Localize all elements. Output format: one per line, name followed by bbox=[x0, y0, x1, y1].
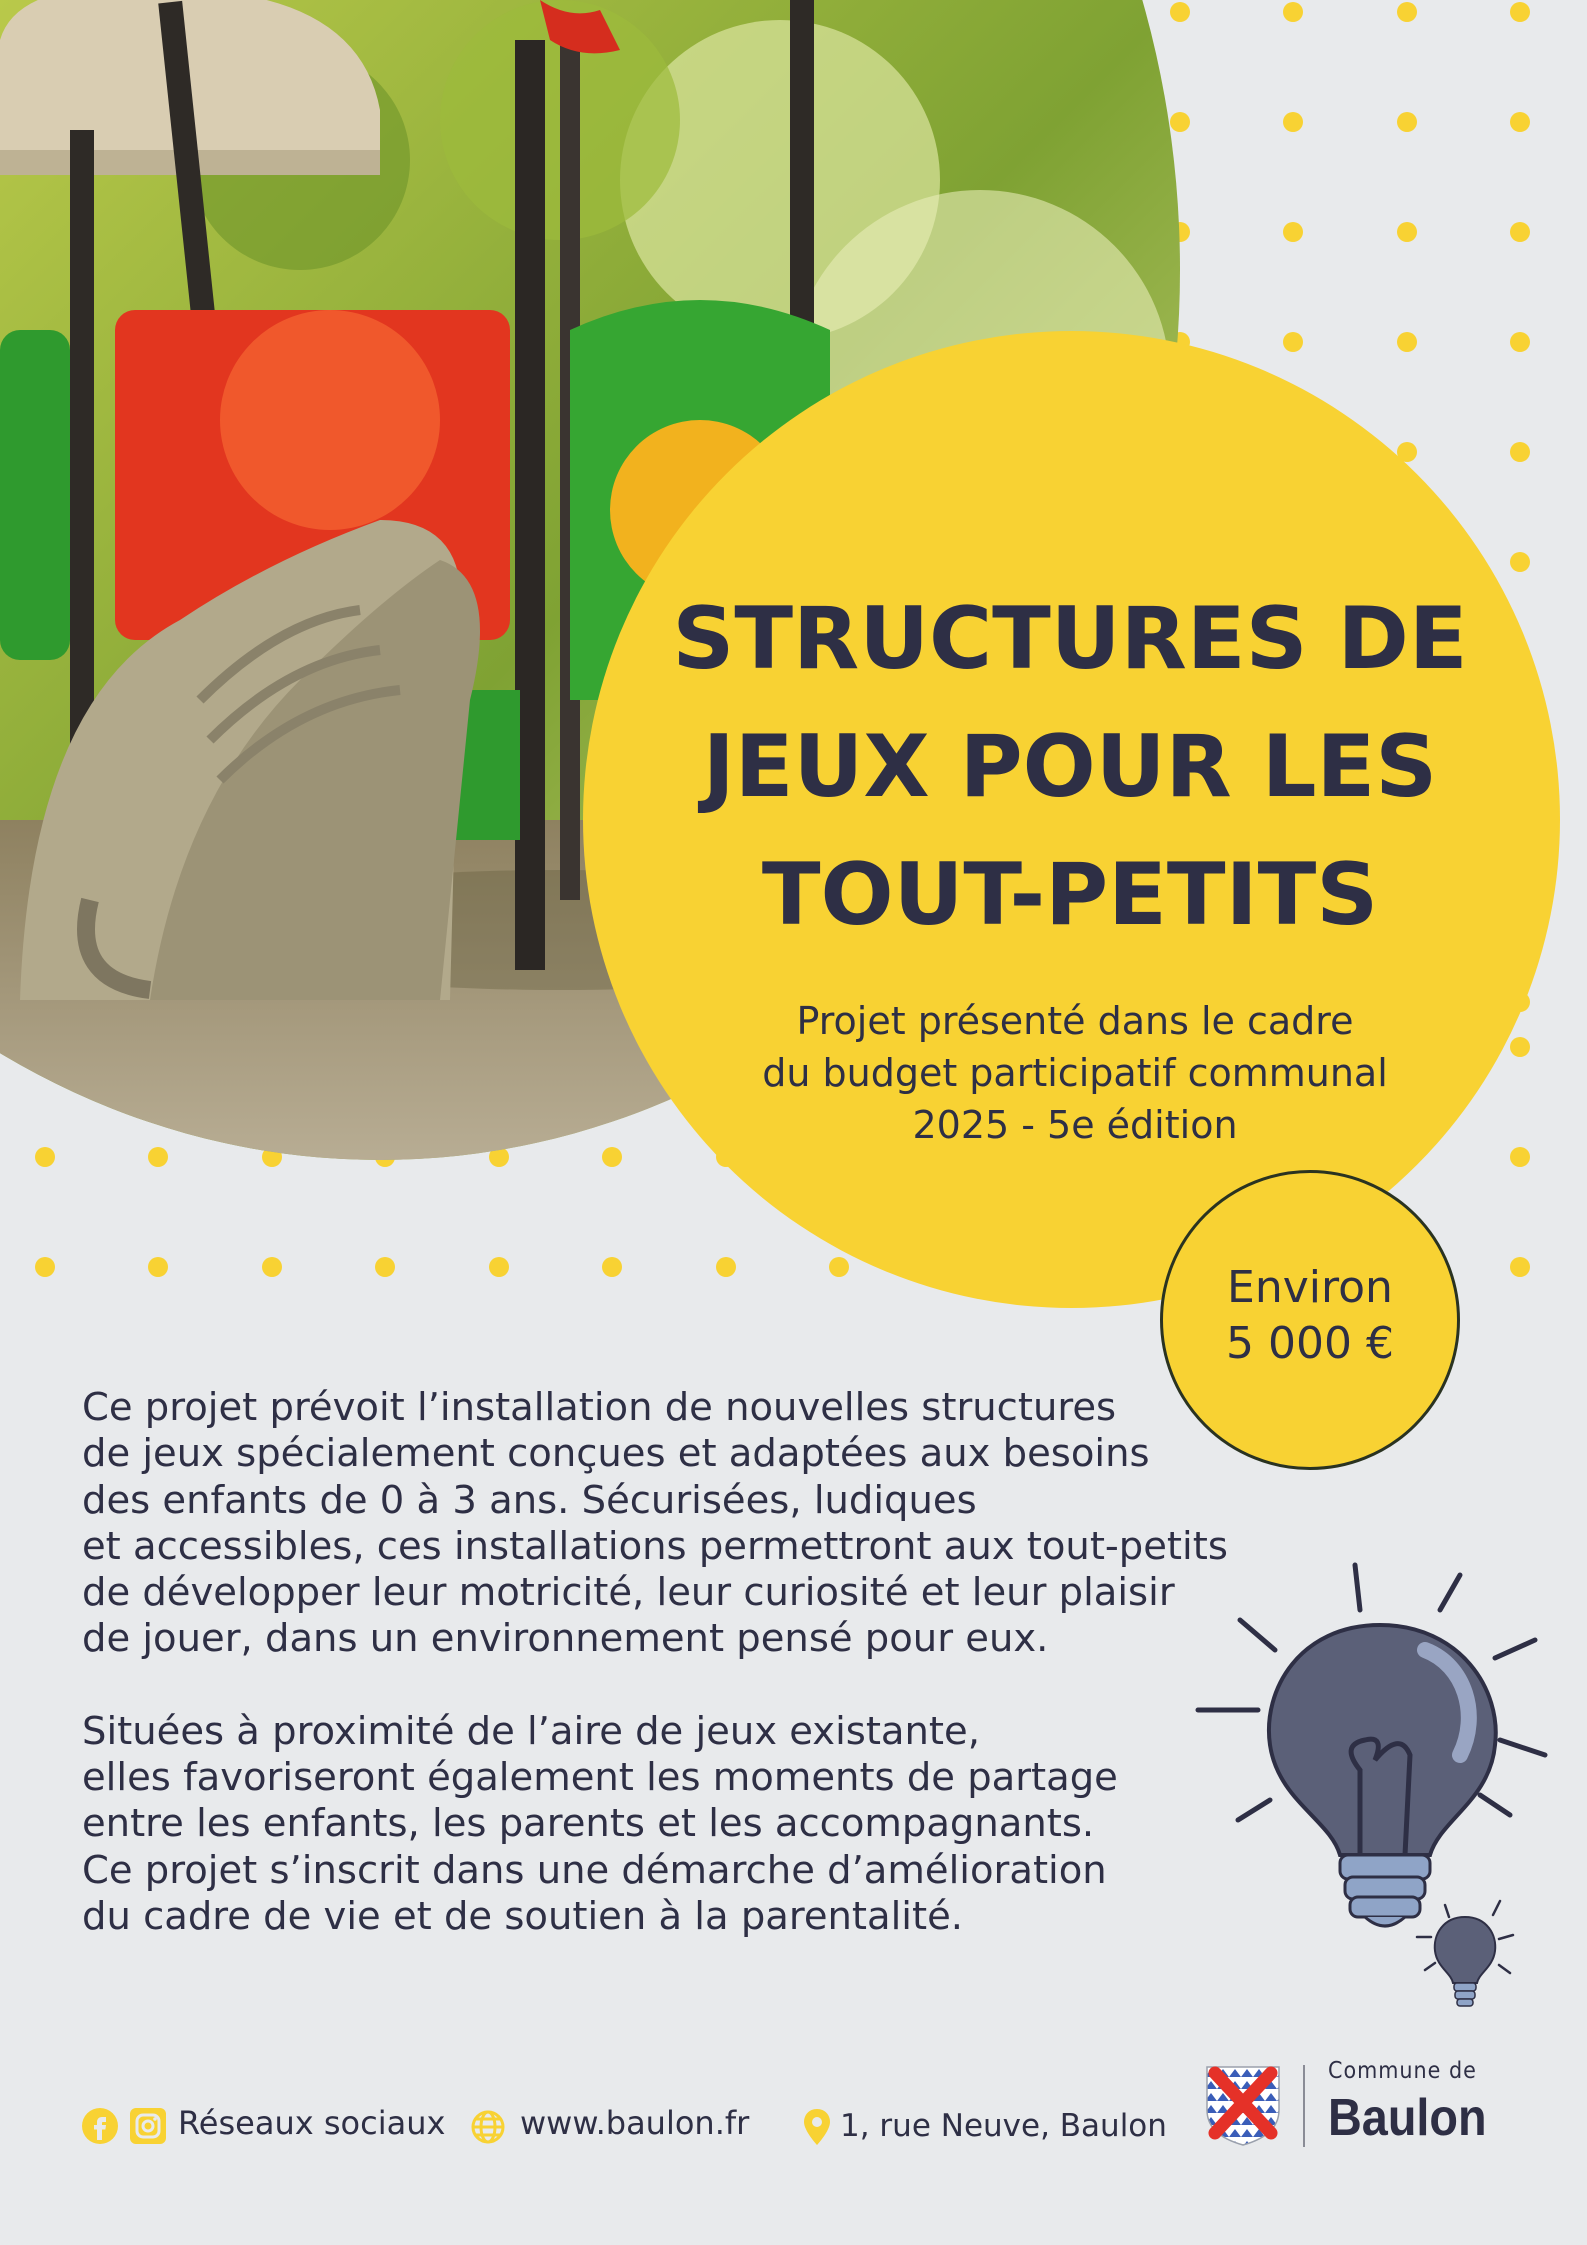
website-link[interactable]: www.baulon.fr bbox=[520, 2104, 750, 2142]
decor-dot bbox=[489, 1257, 509, 1277]
subtitle-line: Projet présenté dans le cadre bbox=[796, 999, 1354, 1043]
decor-dot bbox=[1510, 2, 1530, 22]
title-line: TOUT-PETITS bbox=[761, 845, 1379, 945]
decor-dot bbox=[1283, 222, 1303, 242]
decor-dot bbox=[1283, 332, 1303, 352]
social-label[interactable]: Réseaux sociaux bbox=[178, 2104, 446, 2142]
decor-dot bbox=[375, 1257, 395, 1277]
decor-dot bbox=[1283, 112, 1303, 132]
globe-icon bbox=[470, 2109, 506, 2145]
decor-dot bbox=[1510, 1147, 1530, 1167]
decor-dot bbox=[1510, 222, 1530, 242]
decor-dot bbox=[1510, 1037, 1530, 1057]
paragraph-line: entre les enfants, les parents et les accompagnants. bbox=[82, 1801, 1095, 1847]
decor-dot bbox=[1510, 332, 1530, 352]
description bbox=[82, 1385, 1312, 1940]
instagram-icon[interactable] bbox=[130, 2108, 166, 2144]
subtitle bbox=[640, 995, 1510, 1151]
coat-of-arms-icon bbox=[1205, 2065, 1281, 2147]
decor-dot bbox=[829, 1257, 849, 1277]
paragraph-line: Situées à proximité de l’aire de jeux existante, bbox=[82, 1708, 980, 1754]
facebook-icon[interactable] bbox=[82, 2108, 118, 2144]
decor-dot bbox=[716, 1257, 736, 1277]
decor-dot bbox=[35, 1257, 55, 1277]
address: 1, rue Neuve, Baulon bbox=[840, 2108, 1167, 2144]
title-line: STRUCTURES DE bbox=[672, 589, 1468, 689]
decor-dot bbox=[602, 1257, 622, 1277]
decor-dot bbox=[1397, 2, 1417, 22]
budget-label: Environ bbox=[1227, 1262, 1393, 1313]
subtitle-line: du budget participatif communal bbox=[762, 1051, 1388, 1095]
title-line: JEUX POUR LES bbox=[702, 717, 1438, 817]
decor-dot bbox=[1510, 1257, 1530, 1277]
page-title bbox=[600, 575, 1540, 959]
paragraph-line: du cadre de vie et de soutien à la parentalité. bbox=[82, 1893, 964, 1939]
decor-dot bbox=[1397, 112, 1417, 132]
decor-dot bbox=[1397, 332, 1417, 352]
paragraph-line: Ce projet s’inscrit dans une démarche d’amélioration bbox=[82, 1847, 1107, 1893]
location-pin-icon bbox=[804, 2109, 830, 2145]
budget-amount: 5 000 € bbox=[1226, 1318, 1394, 1369]
subtitle-line: 2025 - 5e édition bbox=[912, 1103, 1238, 1147]
paragraph-line: Ce projet prévoit l’installation de nouvelles structures bbox=[82, 1385, 1117, 1430]
logo-divider bbox=[1303, 2065, 1305, 2147]
paragraph-line: de jeux spécialement conçues et adaptées aux besoins bbox=[82, 1431, 1150, 1477]
decor-dot bbox=[262, 1257, 282, 1277]
logo-title: Baulon bbox=[1328, 2089, 1487, 2147]
decor-dot bbox=[1510, 552, 1530, 572]
decor-dot bbox=[1283, 2, 1303, 22]
paragraph-line: des enfants de 0 à 3 ans. Sécurisées, ludiques bbox=[82, 1477, 977, 1523]
paragraph-line: de développer leur motricité, leur curiosité et leur plaisir bbox=[82, 1570, 1175, 1616]
logo-subtitle: Commune de bbox=[1328, 2058, 1477, 2084]
decor-dot bbox=[1510, 112, 1530, 132]
small-lightbulb-icon bbox=[1415, 1895, 1525, 2015]
paragraph-line: elles favoriseront également les moments de partage bbox=[82, 1755, 1118, 1801]
decor-dot bbox=[148, 1257, 168, 1277]
decor-dot bbox=[1397, 222, 1417, 242]
decor-dot bbox=[1510, 442, 1530, 462]
paragraph-line: et accessibles, ces installations permettront aux tout-petits bbox=[82, 1523, 1228, 1569]
paragraph-line: de jouer, dans un environnement pensé pour eux. bbox=[82, 1616, 1049, 1662]
